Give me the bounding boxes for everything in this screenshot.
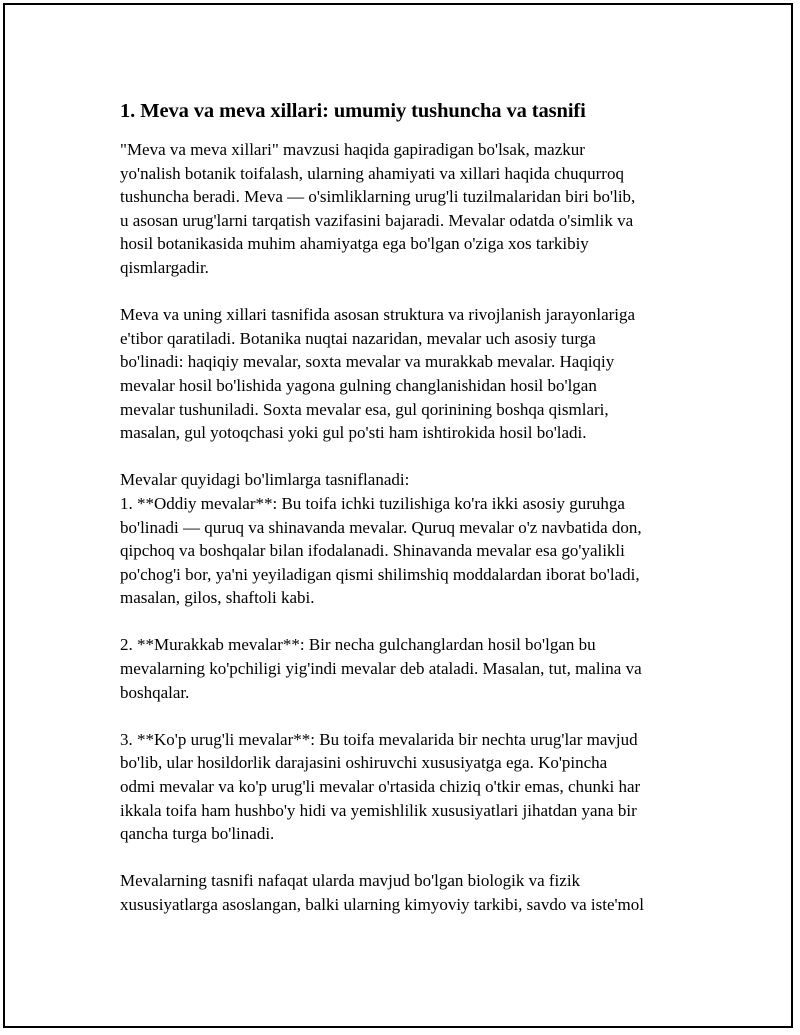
document-title: 1. Meva va meva xillari: umumiy tushuncha va tasnifi [120,100,586,122]
paragraph-conclusion: Mevalarning tasnifi nafaqat ularda mavjud bo'lgan biologik va fizik xususiyatlarga asoslangan, balki ularning kimyoviy tarkibi, savdo va iste'mol [120,871,644,914]
paragraph-gap [120,704,700,728]
paragraph-list-simple-fruits: Mevalar quyidagi bo'limlarga tasniflanadi: 1. **Oddiy mevalar**: Bu toifa ichki tuzilishiga ko'ra ikki asosiy guruhga bo'linadi — quruq va shinavanda mevalar. Quruq mevalar o'z navbatida don, qipchoq va boshqalar bilan ifodalanadi. Shinavanda mevalar esa go'yalikli po'chog'i bor, ya'ni yeyiladigan qismi shilimshiq moddalardan iborat bo'ladi, masalan, gilos, shaftoli kabi. [120,470,642,608]
paragraph-list-compound-fruits: 2. **Murakkab mevalar**: Bir necha gulchanglardan hosil bo'lgan bu mevalarning ko'pchiligi yig'indi mevalar deb ataladi. Masalan, tut, malina va boshqalar. [120,635,642,702]
paragraph-classification: Meva va uning xillari tasnifida asosan struktura va rivojlanish jarayonlariga e'tibor qaratiladi. Botanika nuqtai nazaridan, mevalar uch asosiy turga bo'linadi: haqiqiy mevalar, soxta mevalar va murakkab mevalar. Haqiqiy mevalar hosil bo'lishida yagona gulning changlanishidan hosil bo'lgan mevalar tushuniladi. Soxta mevalar esa, gul qorinining boshqa qismlari, masalan, gul yotoqchasi yoki gul po'sti ham ishtirokida hosil bo'ladi. [120,305,636,443]
document-page [3,3,793,1028]
paragraph-list-multiseed-fruits: 3. **Ko'p urug'li mevalar**: Bu toifa mevalarida bir nechta urug'lar mavjud bo'lib, ular hosildorlik darajasini oshiruvchi xususiyatga ega. Ko'pincha odmi mevalar va ko'p urug'li mevalar o'rtasida chiziq o'tkir emas, chunki har ikkala toifa ham hushbo'y hidi va yemishlilik xususiyatlari jihatdan yana bir qancha turga bo'linadi. [120,729,641,844]
paragraph-gap [120,280,700,304]
document-body [120,97,700,917]
paragraph-gap [120,846,700,870]
paragraph-gap [120,445,700,469]
paragraph-gap [120,610,700,634]
paragraph-intro: "Meva va meva xillari" mavzusi haqida gapiradigan bo'lsak, mazkur yo'nalish botanik toifalash, ularning ahamiyati va xillari haqida chuqurroq tushuncha beradi. Meva — o'simliklarning urug'li tuzilmalaridan biri bo'lib, u asosan urug'larni tarqatish vazifasini bajaradi. Mevalar odatda o'simlik va hosil botanikasida muhim ahamiyatga ega bo'lgan o'ziga xos tarkibiy qismlargadir. [120,140,636,277]
